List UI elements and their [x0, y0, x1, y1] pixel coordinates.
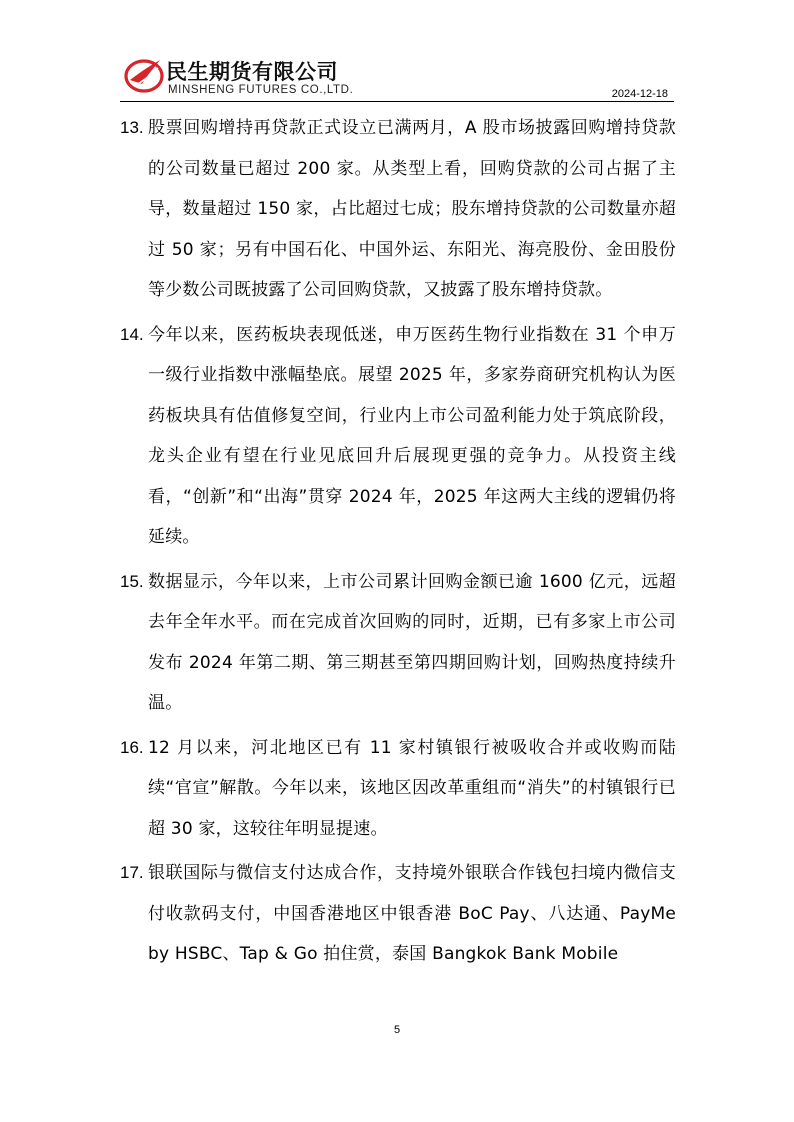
page-number: 5: [393, 1024, 401, 1036]
item-number: 13.: [120, 118, 144, 137]
item-number: 14.: [120, 324, 144, 344]
minsheng-logo-icon: [124, 54, 166, 94]
news-item-15: [120, 562, 676, 724]
item-text: 银联国际与微信支付达成合作，支持境外银联合作钱包扫境内微信支付收款码支付，中国香港地区中银香港 BoC Pay、八达通、PayMe by HSBC、Tap & Go 拍住赏，泰国 Bangkok Bank Mobile: [148, 863, 676, 964]
report-date: 2024-12-18: [611, 88, 668, 100]
news-item-17: [120, 853, 676, 975]
item-number: 15.: [120, 571, 144, 591]
item-text: 今年以来，医药板块表现低迷，申万医药生物行业指数在 31 个申万一级行业指数中涨幅垫底。展望 2025 年，多家券商研究机构认为医药板块具有估值修复空间，行业内上市公司盈利能力处于筑底阶段，龙头企业有望在行业见底回升后展现更强的竞争力。从投资主线看，“创新”和“出海”贯穿 2024 年，2025 年这两大主线的逻辑仍将延续。: [148, 324, 676, 547]
news-item-13: [120, 108, 676, 311]
news-item-14: [120, 315, 676, 558]
company-name-cn: 民生期货有限公司: [166, 60, 338, 84]
item-text: 数据显示，今年以来，上市公司累计回购金额已逾 1600 亿元，远超去年全年水平。而在完成首次回购的同时，近期，已有多家上市公司发布 2024 年第二期、第三期甚至第四期回购计划，回购热度持续升温。: [148, 571, 676, 713]
item-number: 17.: [120, 863, 144, 882]
news-item-16: [120, 728, 676, 850]
header-divider: [120, 101, 674, 102]
page-header: [122, 52, 674, 102]
item-text: 12 月以来，河北地区已有 11 家村镇银行被吸收合并或收购而陆续“官宣”解散。今年以来，该地区因改革重组而“消失”的村镇银行已超 30 家，这较往年明显提速。: [148, 737, 676, 839]
company-name-en: MINSHENG FUTURES CO.,LTD.: [168, 84, 354, 96]
item-number: 16.: [120, 737, 144, 757]
item-text: 股票回购增持再贷款正式设立已满两月，A 股市场披露回购增持贷款的公司数量已超过 200 家。从类型上看，回购贷款的公司占据了主导，数量超过 150 家，占比超过七成；股东增持贷款的公司数量亦超过 50 家；另有中国石化、中国外运、东阳光、海亮股份、金田股份等少数公司既披露了公司回购贷款，又披露了股东增持贷款。: [148, 118, 676, 300]
news-list: [0, 108, 794, 975]
